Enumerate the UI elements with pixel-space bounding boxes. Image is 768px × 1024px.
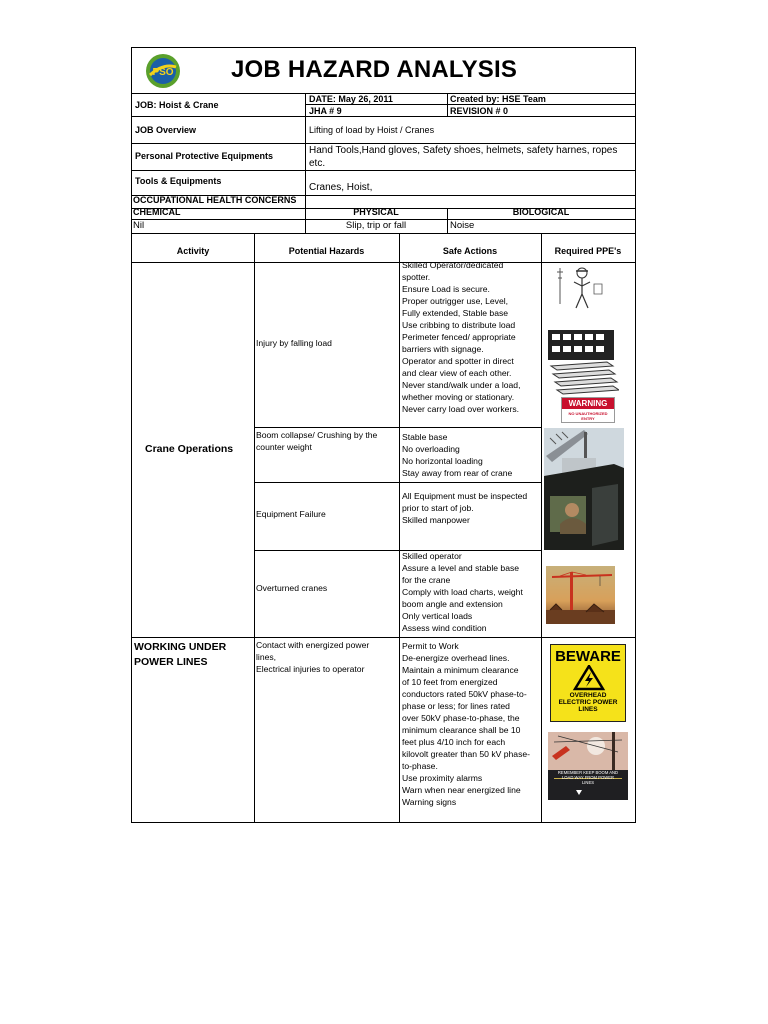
header-ppe: Required PPE's (554, 246, 622, 256)
pso-logo-icon (145, 53, 181, 89)
actions-overturned: Skilled operator Assure a level and stable base for the crane Comply with load charts, weight boom angle and extension Only vertical loads Assess wind condition (402, 551, 523, 633)
hazard-overturned: Overturned cranes (256, 583, 328, 593)
biological-value: Noise (450, 220, 475, 231)
power-lines-poster (548, 732, 628, 800)
warning-sign (561, 397, 615, 423)
header-activity: Activity (176, 246, 210, 256)
activity-power-lines: WORKING UNDER POWER LINES (134, 641, 227, 668)
warning-sign-sub: NO UNAUTHORIZED ENTRY (568, 411, 608, 421)
biological-label: BIOLOGICAL (512, 207, 570, 217)
created-by: Created by: HSE Team (450, 94, 546, 104)
ppe-value: Hand Tools,Hand gloves, Safety shoes, helmets, safety harnes, ropes etc. (309, 145, 618, 169)
health-title: OCCUPATIONAL HEALTH CONCERNS (133, 195, 297, 205)
poster-text: REMEMBER KEEP BOOM AND LOAD WAY FROM POWER LINES (557, 770, 619, 785)
hazard-equipment-failure: Equipment Failure (256, 509, 326, 519)
tools-value: Cranes, Hoist, (309, 182, 373, 193)
jha-number: JHA # 9 (309, 106, 342, 116)
high-voltage-icon (551, 665, 626, 691)
overview-value: Lifting of load by Hoist / Cranes (309, 125, 435, 135)
physical-value: Slip, trip or fall (345, 220, 407, 231)
ppe-label: Personal Protective Equipments (135, 151, 274, 161)
cribbing-illustration (545, 328, 619, 398)
hazard-power-lines: Contact with energized power lines, Electrical injuries to operator (256, 640, 370, 674)
chemical-label: CHEMICAL (133, 207, 181, 217)
jha-sheet (131, 47, 636, 823)
activity-crane-operations: Crane Operations (145, 443, 234, 455)
job-label: JOB: Hoist & Crane (135, 100, 219, 110)
tower-crane-photo (546, 566, 615, 624)
revision: REVISION # 0 (450, 106, 509, 116)
overview-label: JOB Overview (135, 125, 197, 135)
tools-label: Tools & Equipments (135, 176, 222, 186)
chemical-value: Nil (133, 220, 145, 231)
actions-power-lines: Permit to Work De-energize overhead lines. Maintain a minimum clearance of 10 feet from energized conductors rated 50kV phase-to- phase or less; for lines rated over 50kV phase-to-phase, the minimum clearance shall be 10 feet plus 4/10 inch for each kilovolt greater than 50 kV phase- to-phase. Use proximity alarms Warn when near energized line Warning signs (402, 641, 531, 807)
date-field: DATE: May 26, 2011 (309, 94, 393, 104)
page-title: JOB HAZARD ANALYSIS (231, 56, 518, 83)
company-logo (145, 53, 181, 89)
hazard-boom-collapse: Boom collapse/ Crushing by the counter weight (256, 430, 378, 452)
crane-photo (544, 428, 624, 550)
beware-sub: OVERHEAD ELECTRIC POWER LINES (558, 692, 618, 713)
actions-falling-load: Skilled Operator/dedicated spotter. Ensure Load is secure. Proper outrigger use, Level, Fully extended, Stable base Use cribbing to distribute load Perimeter fenced/ appropriate barriers with signage. Operator and spotter in direct and clear view of each other. Never stand/walk under a load, whether moving or stationary. Never carry load over workers. (402, 260, 521, 414)
beware-power-lines-sign (550, 644, 626, 722)
logo-text: PSO (152, 67, 174, 78)
beware-title: BEWARE (555, 648, 621, 665)
header-actions: Safe Actions (442, 246, 498, 256)
header-hazards: Potential Hazards (288, 246, 365, 256)
hazard-falling-load: Injury by falling load (256, 338, 332, 348)
physical-label: PHYSICAL (353, 207, 399, 217)
actions-equipment-failure: All Equipment must be inspected prior to start of job. Skilled manpower (402, 491, 528, 525)
warning-sign-title: WARNING (562, 398, 614, 409)
actions-boom-collapse: Stable base No overloading No horizontal loading Stay away from rear of crane (402, 432, 513, 478)
worker-ppe-illustration (550, 264, 606, 314)
